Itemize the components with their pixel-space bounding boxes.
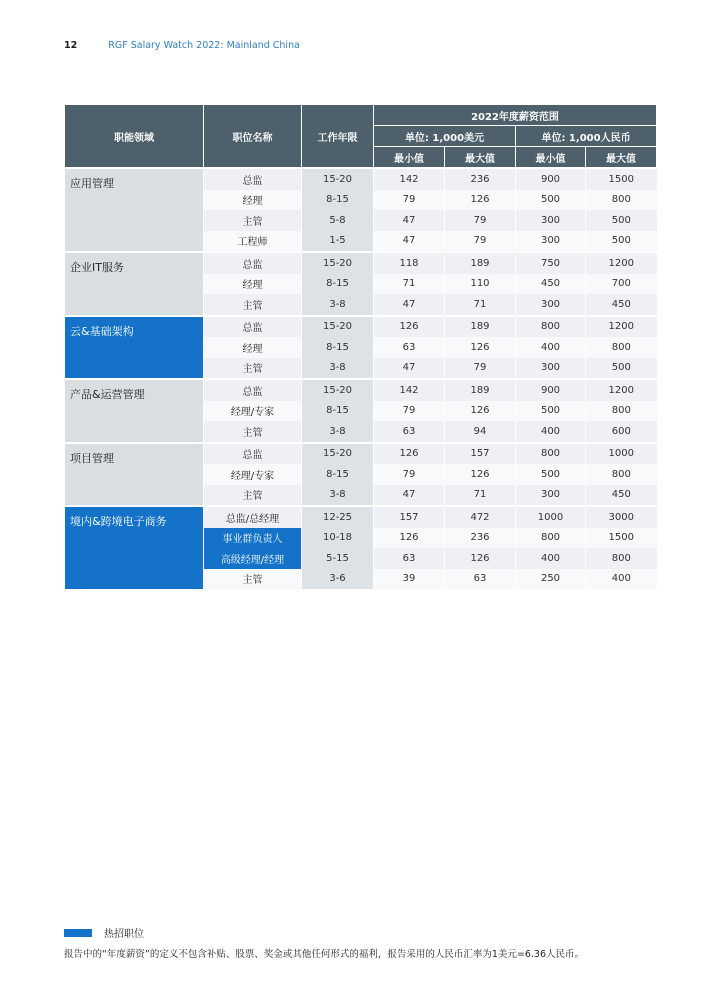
- table-header: [65, 105, 657, 169]
- usd-min-cell: 47: [374, 231, 445, 253]
- years-cell: 15-20: [302, 252, 374, 274]
- job-title-cell: 总监: [204, 379, 302, 401]
- years-cell: 10-18: [302, 528, 374, 549]
- rmb-max-cell: 500: [586, 358, 657, 380]
- page-header: [64, 40, 300, 51]
- rmb-min-cell: 500: [516, 190, 586, 211]
- usd-max-cell: 126: [445, 190, 516, 211]
- header-rmb-max: 最大值: [586, 147, 657, 169]
- job-title-cell: 总监: [204, 316, 302, 338]
- rmb-min-cell: 300: [516, 358, 586, 380]
- rmb-min-cell: 300: [516, 294, 586, 316]
- rmb-min-cell: 500: [516, 464, 586, 485]
- rmb-max-cell: 1200: [586, 252, 657, 274]
- job-title-cell: 高级经理/经理: [204, 548, 302, 569]
- usd-min-cell: 71: [374, 274, 445, 295]
- usd-max-cell: 79: [445, 358, 516, 380]
- header-title: 职位名称: [204, 105, 302, 169]
- salary-table: [64, 104, 657, 589]
- rmb-min-cell: 800: [516, 528, 586, 549]
- job-title-cell: 总监: [204, 443, 302, 465]
- usd-min-cell: 142: [374, 379, 445, 401]
- report-title: RGF Salary Watch 2022: Mainland China: [108, 40, 300, 51]
- header-usd-min: 最小值: [374, 147, 445, 169]
- usd-min-cell: 39: [374, 569, 445, 590]
- usd-max-cell: 236: [445, 168, 516, 190]
- legend: [64, 925, 144, 940]
- usd-max-cell: 189: [445, 316, 516, 338]
- job-title-cell: 主管: [204, 358, 302, 380]
- usd-min-cell: 118: [374, 252, 445, 274]
- usd-max-cell: 126: [445, 337, 516, 358]
- job-title-cell: 经理/专家: [204, 401, 302, 422]
- years-cell: 15-20: [302, 168, 374, 190]
- job-title-cell: 主管: [204, 421, 302, 443]
- table-row: [65, 379, 657, 401]
- usd-max-cell: 189: [445, 252, 516, 274]
- usd-min-cell: 47: [374, 485, 445, 507]
- job-title-cell: 主管: [204, 569, 302, 590]
- job-title-cell: 主管: [204, 294, 302, 316]
- usd-min-cell: 47: [374, 210, 445, 231]
- years-cell: 3-8: [302, 421, 374, 443]
- job-title-cell: 经理: [204, 337, 302, 358]
- table-row: [65, 443, 657, 465]
- usd-min-cell: 126: [374, 443, 445, 465]
- usd-min-cell: 63: [374, 548, 445, 569]
- years-cell: 8-15: [302, 401, 374, 422]
- years-cell: 5-8: [302, 210, 374, 231]
- table-row: [65, 252, 657, 274]
- job-title-cell: 经理: [204, 190, 302, 211]
- rmb-max-cell: 500: [586, 210, 657, 231]
- rmb-max-cell: 700: [586, 274, 657, 295]
- rmb-min-cell: 800: [516, 316, 586, 338]
- usd-min-cell: 142: [374, 168, 445, 190]
- rmb-max-cell: 600: [586, 421, 657, 443]
- usd-max-cell: 79: [445, 210, 516, 231]
- years-cell: 3-6: [302, 569, 374, 590]
- header-years: 工作年限: [302, 105, 374, 169]
- rmb-max-cell: 800: [586, 548, 657, 569]
- years-cell: 8-15: [302, 464, 374, 485]
- table-row: [65, 316, 657, 338]
- usd-max-cell: 71: [445, 294, 516, 316]
- rmb-max-cell: 1500: [586, 168, 657, 190]
- usd-min-cell: 126: [374, 316, 445, 338]
- header-rmb-min: 最小值: [516, 147, 586, 169]
- rmb-min-cell: 400: [516, 421, 586, 443]
- function-area-cell: 项目管理: [65, 443, 204, 507]
- function-area-cell: 云&基础架构: [65, 316, 204, 380]
- years-cell: 3-8: [302, 294, 374, 316]
- header-usd-max: 最大值: [445, 147, 516, 169]
- usd-max-cell: 110: [445, 274, 516, 295]
- years-cell: 12-25: [302, 506, 374, 528]
- job-title-cell: 总监/总经理: [204, 506, 302, 528]
- usd-min-cell: 47: [374, 358, 445, 380]
- rmb-max-cell: 450: [586, 294, 657, 316]
- function-area-cell: 产品&运营管理: [65, 379, 204, 443]
- rmb-min-cell: 750: [516, 252, 586, 274]
- rmb-min-cell: 500: [516, 401, 586, 422]
- usd-max-cell: 189: [445, 379, 516, 401]
- job-title-cell: 总监: [204, 168, 302, 190]
- rmb-min-cell: 250: [516, 569, 586, 590]
- usd-min-cell: 79: [374, 464, 445, 485]
- usd-min-cell: 63: [374, 337, 445, 358]
- usd-min-cell: 79: [374, 190, 445, 211]
- rmb-max-cell: 800: [586, 464, 657, 485]
- years-cell: 5-15: [302, 548, 374, 569]
- page-number: 12: [64, 40, 78, 51]
- rmb-max-cell: 1200: [586, 379, 657, 401]
- usd-min-cell: 157: [374, 506, 445, 528]
- job-title-cell: 工程师: [204, 231, 302, 253]
- rmb-max-cell: 800: [586, 190, 657, 211]
- usd-max-cell: 157: [445, 443, 516, 465]
- job-title-cell: 总监: [204, 252, 302, 274]
- job-title-cell: 主管: [204, 485, 302, 507]
- rmb-min-cell: 300: [516, 210, 586, 231]
- usd-min-cell: 126: [374, 528, 445, 549]
- usd-min-cell: 79: [374, 401, 445, 422]
- usd-min-cell: 47: [374, 294, 445, 316]
- years-cell: 3-8: [302, 485, 374, 507]
- job-title-cell: 经理/专家: [204, 464, 302, 485]
- rmb-min-cell: 900: [516, 379, 586, 401]
- table-body: [65, 168, 657, 589]
- header-unit-usd: 单位: 1,000美元: [374, 126, 516, 147]
- function-area-cell: 企业IT服务: [65, 252, 204, 316]
- years-cell: 15-20: [302, 379, 374, 401]
- years-cell: 1-5: [302, 231, 374, 253]
- rmb-max-cell: 450: [586, 485, 657, 507]
- years-cell: 8-15: [302, 190, 374, 211]
- legend-swatch: [64, 929, 92, 937]
- usd-max-cell: 71: [445, 485, 516, 507]
- job-title-cell: 事业群负责人: [204, 528, 302, 549]
- rmb-max-cell: 500: [586, 231, 657, 253]
- rmb-min-cell: 400: [516, 548, 586, 569]
- usd-max-cell: 79: [445, 231, 516, 253]
- usd-min-cell: 63: [374, 421, 445, 443]
- years-cell: 8-15: [302, 274, 374, 295]
- rmb-max-cell: 800: [586, 401, 657, 422]
- table-row: [65, 506, 657, 528]
- rmb-min-cell: 900: [516, 168, 586, 190]
- rmb-min-cell: 450: [516, 274, 586, 295]
- function-area-cell: 境内&跨境电子商务: [65, 506, 204, 589]
- rmb-min-cell: 800: [516, 443, 586, 465]
- rmb-max-cell: 400: [586, 569, 657, 590]
- years-cell: 15-20: [302, 443, 374, 465]
- job-title-cell: 主管: [204, 210, 302, 231]
- table-row: [65, 168, 657, 190]
- rmb-min-cell: 400: [516, 337, 586, 358]
- rmb-min-cell: 300: [516, 485, 586, 507]
- rmb-min-cell: 1000: [516, 506, 586, 528]
- usd-max-cell: 126: [445, 401, 516, 422]
- rmb-max-cell: 1000: [586, 443, 657, 465]
- years-cell: 8-15: [302, 337, 374, 358]
- usd-max-cell: 236: [445, 528, 516, 549]
- rmb-min-cell: 300: [516, 231, 586, 253]
- rmb-max-cell: 1500: [586, 528, 657, 549]
- usd-max-cell: 63: [445, 569, 516, 590]
- legend-label: 热招职位: [104, 929, 144, 940]
- footnote: 报告中的“年度薪资”的定义不包含补贴、股票、奖金或其他任何形式的福利，报告采用的人民币汇率为1美元=6.36人民币。: [64, 949, 585, 960]
- header-field: 职能领域: [65, 105, 204, 169]
- job-title-cell: 经理: [204, 274, 302, 295]
- years-cell: 15-20: [302, 316, 374, 338]
- function-area-cell: 应用管理: [65, 168, 204, 252]
- rmb-max-cell: 800: [586, 337, 657, 358]
- rmb-max-cell: 3000: [586, 506, 657, 528]
- rmb-max-cell: 1200: [586, 316, 657, 338]
- usd-max-cell: 126: [445, 464, 516, 485]
- years-cell: 3-8: [302, 358, 374, 380]
- header-unit-rmb: 单位: 1,000人民币: [516, 126, 657, 147]
- usd-max-cell: 94: [445, 421, 516, 443]
- usd-max-cell: 472: [445, 506, 516, 528]
- usd-max-cell: 126: [445, 548, 516, 569]
- header-salary-range: 2022年度薪资范围: [374, 105, 657, 126]
